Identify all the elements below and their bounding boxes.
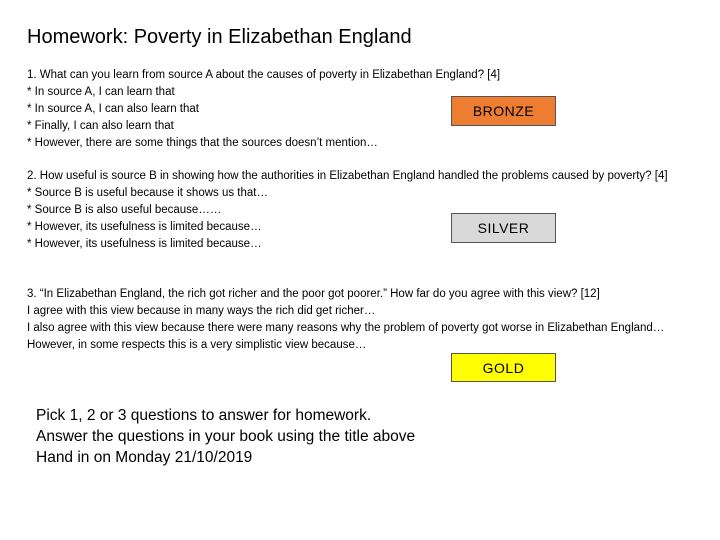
question-1-line: * Finally, I can also learn that (27, 120, 174, 132)
question-3-line: However, in some respects this is a very simplistic view because… (27, 339, 367, 351)
instruction-line: Pick 1, 2 or 3 questions to answer for homework. (36, 407, 372, 424)
question-2-line: * Source B is also useful because…… (27, 204, 222, 216)
homework-instructions (36, 405, 415, 468)
question-2 (27, 168, 687, 253)
question-3-line: I agree with this view because in many ways the rich did get richer… (27, 305, 376, 317)
question-3 (27, 286, 687, 354)
bronze-badge: BRONZE (451, 96, 556, 126)
instruction-line: Hand in on Monday 21/10/2019 (36, 449, 253, 466)
question-1-line: * In source A, I can also learn that (27, 103, 199, 115)
question-2-line: * However, its usefulness is limited because… (27, 221, 262, 233)
question-1-prompt: 1. What can you learn from source A about the causes of poverty in Elizabethan England? [4] (27, 69, 501, 81)
page-title: Homework: Poverty in Elizabethan England (27, 26, 412, 48)
question-3-line: I also agree with this view because there were many reasons why the problem of poverty got worse in Elizabethan England… (27, 322, 665, 334)
question-2-line: * Source B is useful because it shows us that… (27, 187, 268, 199)
instruction-line: Answer the questions in your book using the title above (36, 428, 416, 445)
silver-badge: SILVER (451, 213, 556, 243)
question-1-line: * In source A, I can learn that (27, 86, 175, 98)
gold-badge: GOLD (451, 353, 556, 382)
question-2-prompt: 2. How useful is source B in showing how the authorities in Elizabethan England handled the problems caused by poverty? [4] (27, 170, 668, 182)
question-1-line: * However, there are some things that the sources doesn’t mention… (27, 137, 378, 149)
question-2-line: * However, its usefulness is limited because… (27, 238, 262, 250)
question-3-prompt: 3. “In Elizabethan England, the rich got richer and the poor got poorer.” How far do you agree with this view? [12] (27, 288, 600, 300)
question-1 (27, 67, 687, 152)
